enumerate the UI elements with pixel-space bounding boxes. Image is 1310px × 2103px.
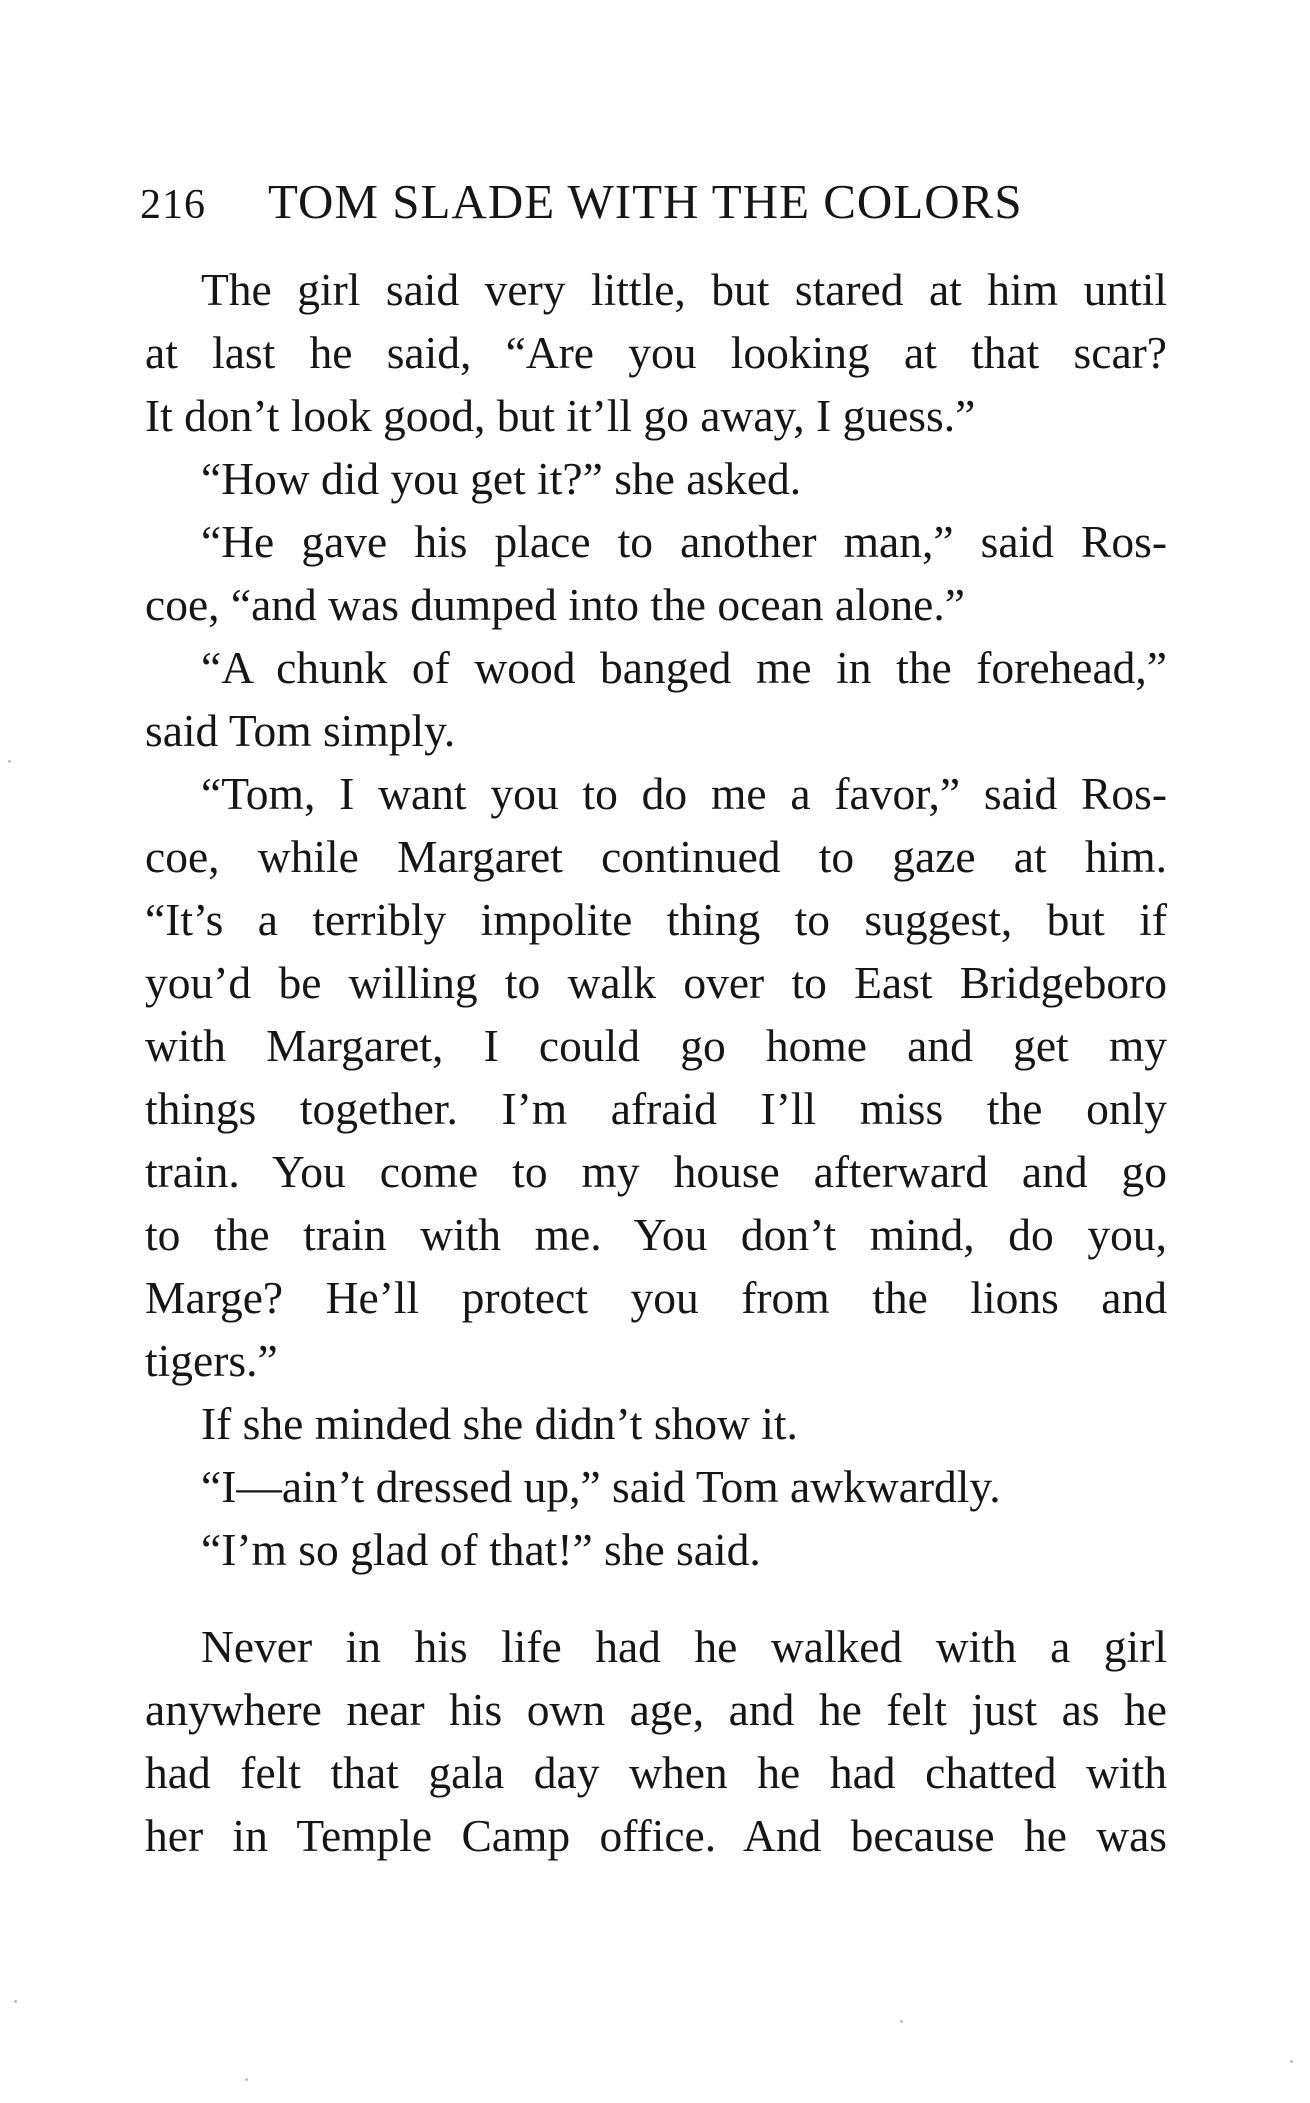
text-line: “I’m so glad of that!” she said. [201, 1524, 761, 1575]
paragraph [145, 1392, 1167, 1455]
text-line: “It’s a terribly impolite thing to suggest, but if [145, 894, 1167, 945]
text-line: “How did you get it?” she asked. [201, 453, 802, 504]
running-header [140, 172, 1180, 235]
paper-speck [8, 760, 11, 763]
text-line: It don’t look good, but it’ll go away, I guess.” [145, 390, 976, 441]
text-line: The girl said very little, but stared at him until [201, 264, 1167, 315]
paragraph [145, 1455, 1167, 1518]
text-line: anywhere near his own age, and he felt just as he [145, 1684, 1167, 1735]
body-text-after-break [145, 1615, 1167, 1867]
text-line: with Margaret, I could go home and get my [145, 1020, 1167, 1071]
text-line: “He gave his place to another man,” said Ros- [201, 516, 1167, 567]
page-number: 216 [140, 182, 206, 228]
paragraph [145, 762, 1167, 1392]
paragraph [145, 1518, 1167, 1581]
paper-speck [900, 2020, 903, 2023]
paper-speck [1290, 2060, 1293, 2063]
text-line: coe, while Margaret continued to gaze at him. [145, 831, 1167, 882]
text-line: Marge? He’ll protect you from the lions and [145, 1272, 1167, 1323]
text-line: train. You come to my house afterward and go [145, 1146, 1167, 1197]
text-line: Never in his life had he walked with a girl [201, 1621, 1167, 1672]
text-line: you’d be willing to walk over to East Bridgeboro [145, 957, 1167, 1008]
text-line: “Tom, I want you to do me a favor,” said Ros- [201, 768, 1167, 819]
text-line: tigers.” [145, 1335, 278, 1386]
text-line: to the train with me. You don’t mind, do you, [145, 1209, 1167, 1260]
paragraph [145, 510, 1167, 636]
text-line: things together. I’m afraid I’ll miss the only [145, 1083, 1167, 1134]
text-line: had felt that gala day when he had chatted with [145, 1747, 1167, 1798]
paragraph [145, 636, 1167, 762]
running-title: TOM SLADE WITH THE COLORS [268, 174, 1023, 229]
paragraph [145, 258, 1167, 447]
text-line: said Tom simply. [145, 705, 456, 756]
text-line: “A chunk of wood banged me in the forehead,” [201, 642, 1167, 693]
paper-speck [245, 2078, 248, 2081]
paragraph [145, 1615, 1167, 1867]
text-line: at last he said, “Are you looking at that scar? [145, 327, 1167, 378]
text-line: If she minded she didn’t show it. [201, 1398, 798, 1449]
text-line: coe, “and was dumped into the ocean alone.” [145, 579, 965, 630]
paper-speck [14, 2000, 17, 2003]
text-line: her in Temple Camp office. And because he was [145, 1810, 1167, 1861]
paragraph [145, 447, 1167, 510]
text-line: “I—ain’t dressed up,” said Tom awkwardly. [201, 1461, 1001, 1512]
body-text [145, 258, 1167, 1581]
